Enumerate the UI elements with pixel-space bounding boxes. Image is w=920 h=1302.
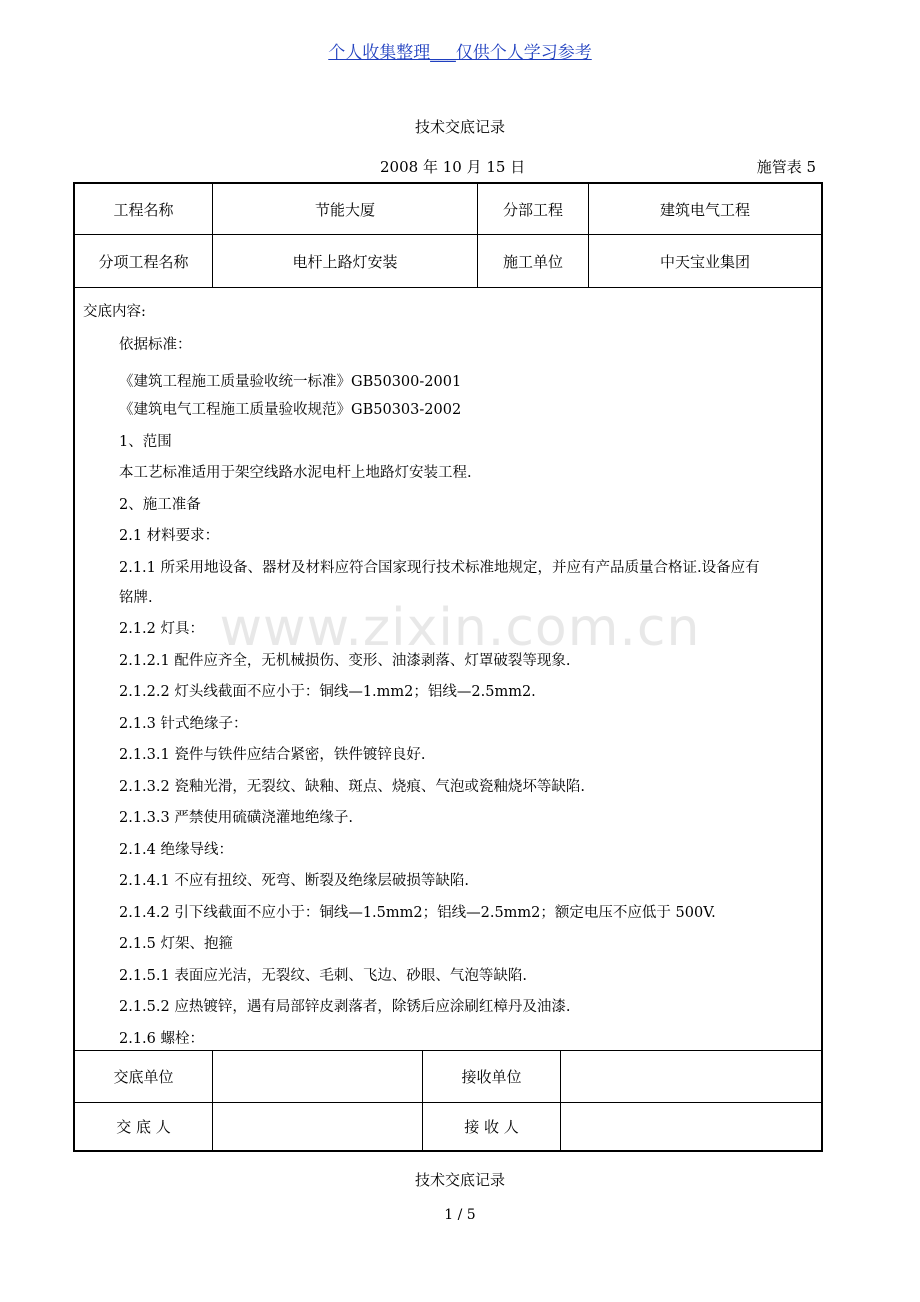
- content-line: 2.1.4.1 不应有扭绞、死弯、断裂及绝缘层破损等缺陷.: [119, 873, 469, 889]
- contractor-value: 中天宝业集团: [588, 235, 821, 287]
- content-line: 2.1.5.2 应热镀锌，遇有局部锌皮剥落者，除锈后应涂刷红樟丹及油漆.: [119, 999, 571, 1015]
- contractor-label: 施工单位: [477, 235, 588, 287]
- content-line: 2.1 材料要求：: [119, 528, 220, 544]
- table-row-subitem: [75, 235, 821, 288]
- footer-title: 技术交底记录: [414, 1171, 505, 1189]
- table-row-units: [75, 1051, 821, 1103]
- receiver-value: [560, 1103, 821, 1150]
- content-line: 2.1.1 所采用地设备、器材及材料应符合国家现行技术标准地规定，并应有产品质量合格证.设备应有: [119, 560, 760, 576]
- disclosure-content: [75, 288, 821, 1051]
- header-note: 个人收集整理___仅供个人学习参考: [328, 43, 592, 63]
- project-name-value: 节能大厦: [212, 184, 477, 234]
- record-table: [73, 182, 823, 1152]
- content-line: 2.1.2 灯具：: [119, 621, 205, 637]
- issuer-value: [212, 1103, 422, 1150]
- content-line: 2.1.3.3 严禁使用硫磺浇灌地绝缘子.: [119, 810, 353, 826]
- content-line: 《建筑工程施工质量验收统一标准》GB50300-2001: [119, 374, 462, 390]
- content-line: 2.1.6 螺栓：: [119, 1031, 205, 1047]
- receiving-unit-value: [560, 1051, 821, 1102]
- content-line: 2.1.3 针式绝缘子：: [119, 716, 248, 732]
- content-line: 2.1.5.1 表面应光洁，无裂纹、毛刺、飞边、砂眼、气泡等缺陷.: [119, 968, 527, 984]
- form-number: 施管表 5: [756, 158, 816, 176]
- content-line: 铭牌.: [119, 590, 153, 606]
- subitem-name-value: 电杆上路灯安装: [212, 235, 477, 287]
- page-number: 1 / 5: [444, 1207, 476, 1223]
- division-label: 分部工程: [477, 184, 588, 234]
- content-line: 2.1.2.1 配件应齐全，无机械损伤、变形、油漆剥落、灯罩破裂等现象.: [119, 653, 571, 669]
- content-line: 2.1.5 灯架、抱箍: [119, 936, 234, 952]
- content-line: 2.1.4 绝缘导线：: [119, 842, 234, 858]
- project-name-label: 工程名称: [113, 200, 174, 219]
- content-line: 2.1.3.1 瓷件与铁件应结合紧密，铁件镀锌良好.: [119, 747, 426, 763]
- issuer-label: 交 底 人: [116, 1118, 171, 1136]
- content-line: 2、施工准备: [119, 497, 201, 513]
- content-line: 依据标准：: [119, 337, 192, 353]
- receiver-label: 接 收 人: [422, 1103, 560, 1150]
- issuing-unit-label: 交底单位: [113, 1068, 174, 1086]
- content-line: 2.1.4.2 引下线截面不应小于：铜线—1.5mm2；铝线—2.5mm2；额定电压不应低于 500V.: [119, 905, 716, 921]
- subitem-name-label: 分项工程名称: [98, 252, 189, 271]
- document-date: 2008 年 10 月 15 日: [380, 158, 526, 176]
- content-line: 2.1.2.2 灯头线截面不应小于：铜线—1.mm2；铝线—2.5mm2.: [119, 684, 536, 700]
- content-line: 1、范围: [119, 434, 172, 450]
- content-label: 交底内容:: [83, 304, 146, 320]
- issuing-unit-value: [212, 1051, 422, 1102]
- table-row-persons: [75, 1103, 821, 1150]
- receiving-unit-label: 接收单位: [422, 1051, 560, 1102]
- content-line: 《建筑电气工程施工质量验收规范》GB50303-2002: [119, 402, 462, 418]
- watermark: www.zixin.com.cn: [219, 598, 701, 658]
- division-value: 建筑电气工程: [588, 184, 821, 234]
- content-line: 本工艺标准适用于架空线路水泥电杆上地路灯安装工程.: [119, 465, 472, 481]
- document-title: 技术交底记录: [414, 118, 505, 136]
- table-row-project: [75, 184, 821, 235]
- content-line: 2.1.3.2 瓷釉光滑，无裂纹、缺釉、斑点、烧痕、气泡或瓷釉烧坏等缺陷.: [119, 779, 585, 795]
